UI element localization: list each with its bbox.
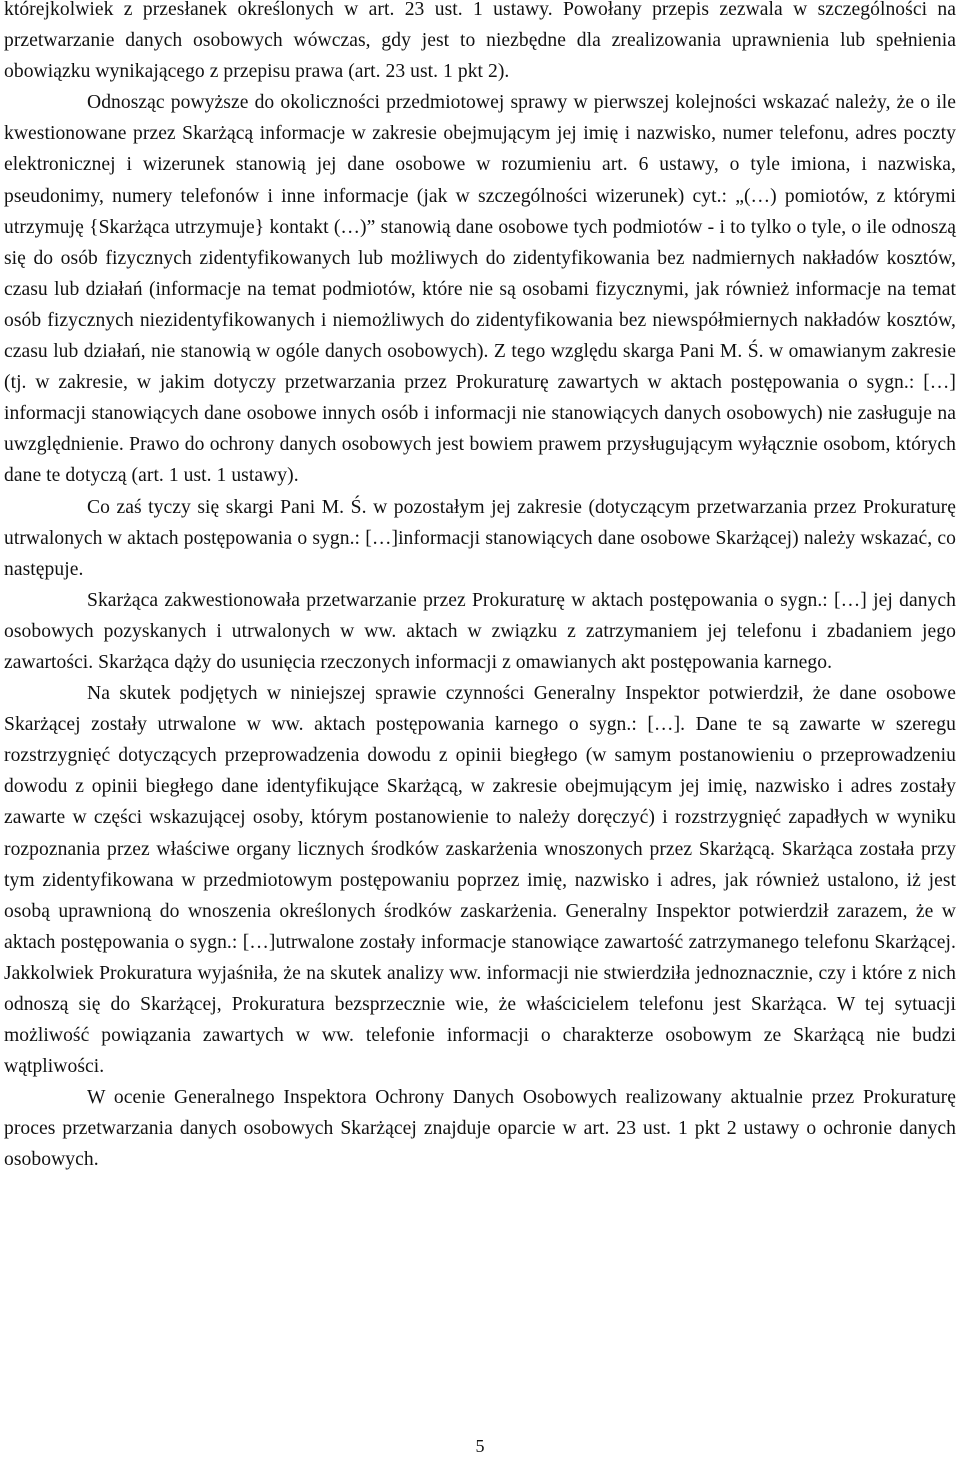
document-body xyxy=(4,0,956,1176)
page-number: 5 xyxy=(475,1436,485,1456)
paragraph-inspector-assessment: W ocenie Generalnego Inspektora Ochrony Danych Osobowych realizowany aktualnie przez Prokuraturę proces przetwarzania danych osobowych Skarżącej znajduje oparcie w art. 23 ust. 1 pkt 2 ustawy o ochronie danych osobowych. xyxy=(4,1087,956,1171)
paragraph-inspector-findings: Na skutek podjętych w niniejszej sprawie czynności Generalny Inspektor potwierdził, że dane osobowe Skarżącej zostały utrwalone w ww. aktach postępowania karnego o sygn.: […]. Dane te są zawarte w szeregu rozstrzygnięć dotyczących przeprowadzenia dowodu z opinii biegłego (w samym postanowieniu o przeprowadzeniu dowodu z opinii biegłego dane identyfikujące Skarżącą, w zakresie obejmującym jej imię, nazwisko i adres zostały zawarte w części wskazującej osoby, którym postanowienie to należy doręczyć) i rozstrzygnięć zapadłych w wyniku rozpoznania przez właściwe organy licznych środków zaskarżenia wnoszonych przez Skarżącą. Skarżąca została przy tym zidentyfikowana w przedmiotowym postępowaniu poprzez imię, nazwisko i adres, jak również ustalono, iż jest osobą uprawnioną do wnoszenia określonych środków zaskarżenia. Generalny Inspektor potwierdził zarazem, że w aktach postępowania o sygn.: […]utrwalone zostały informacje stanowiące zawartość zatrzymanego telefonu Skarżącej. Jakkolwiek Prokuratura wyjaśniła, że na skutek analizy ww. informacji nie stwierdziła jednoznacznie, czy i które z nich odnoszą się do Skarżącej, Prokuratura bezsprzecznie wie, że właścicielem telefonu jest Skarżąca. W tej sytuacji możliwość powiązania zawartych w ww. telefonie informacji o charakterze osobowym ze Skarżącą nie budzi wątpliwości. xyxy=(4,683,956,1078)
paragraph-complaint-subject: Skarżąca zakwestionowała przetwarzanie przez Prokuraturę w aktach postępowania o sygn.: […] jej danych osobowych pozyskanych i utrwalonych w ww. aktach w związku z zatrzymaniem jej telefonu i zbadaniem jego zawartości. Skarżąca dąży do usunięcia rzeczonych informacji z omawianych akt postępowania karnego. xyxy=(4,589,956,673)
paragraph-remaining-scope: Co zaś tyczy się skargi Pani M. Ś. w pozostałym jej zakresie (dotyczącym przetwarzania przez Prokuraturę utrwalonych w aktach postępowania o sygn.: […]informacji stanowiących dane osobowe Skarżącej) należy wskazać, co następuje. xyxy=(4,496,956,580)
paragraph-continuation: którejkolwiek z przesłanek określonych w art. 23 ust. 1 ustawy. Powołany przepis zezwala w szczególności na przetwarzanie danych osobowych wówczas, gdy jest to niezbędne dla zrealizowania uprawnienia lub spełnienia obowiązku wynikającego z przepisu prawa (art. 23 ust. 1 pkt 2). xyxy=(4,0,956,83)
paragraph-personal-data-scope: Odnosząc powyższe do okoliczności przedmiotowej sprawy w pierwszej kolejności wskazać należy, że o ile kwestionowane przez Skarżącą informacje w zakresie obejmującym jej imię i nazwisko, numer telefonu, adres poczty elektronicznej i wizerunek stanowią jej dane osobowe w rozumieniu art. 6 ustawy, o tyle imiona, i nazwiska, pseudonimy, numery telefonów i inne informacje (jak w szczególności wizerunek) cyt.: „(…) pomiotów, z którymi utrzymuję {Skarżąca utrzymuje} kontakt (…)” stanowią dane osobowe tych podmiotów - i to tylko o tyle, o ile odnoszą się do osób fizycznych zidentyfikowanych lub możliwych do zidentyfikowania bez nadmiernych nakładów kosztów, czasu lub działań (informacje na temat podmiotów, które nie są osobami fizycznymi, jak również informacje na temat osób fizycznych niezidentyfikowanych i niemożliwych do zidentyfikowania bez niewspółmiernych nakładów kosztów, czasu lub działań, nie stanowią w ogóle danych osobowych). Z tego względu skarga Pani M. Ś. w omawianym zakresie (tj. w zakresie, w jakim dotyczy przetwarzania przez Prokuraturę zawartych w aktach postępowania o sygn.: […] informacji stanowiących dane osobowe innych osób i informacji nie stanowiących danych osobowych) nie zasługuje na uwzględnienie. Prawo do ochrony danych osobowych jest bowiem prawem przysługującym wyłącznie osobom, których dane te dotyczą (art. 1 ust. 1 ustawy). xyxy=(4,92,956,487)
